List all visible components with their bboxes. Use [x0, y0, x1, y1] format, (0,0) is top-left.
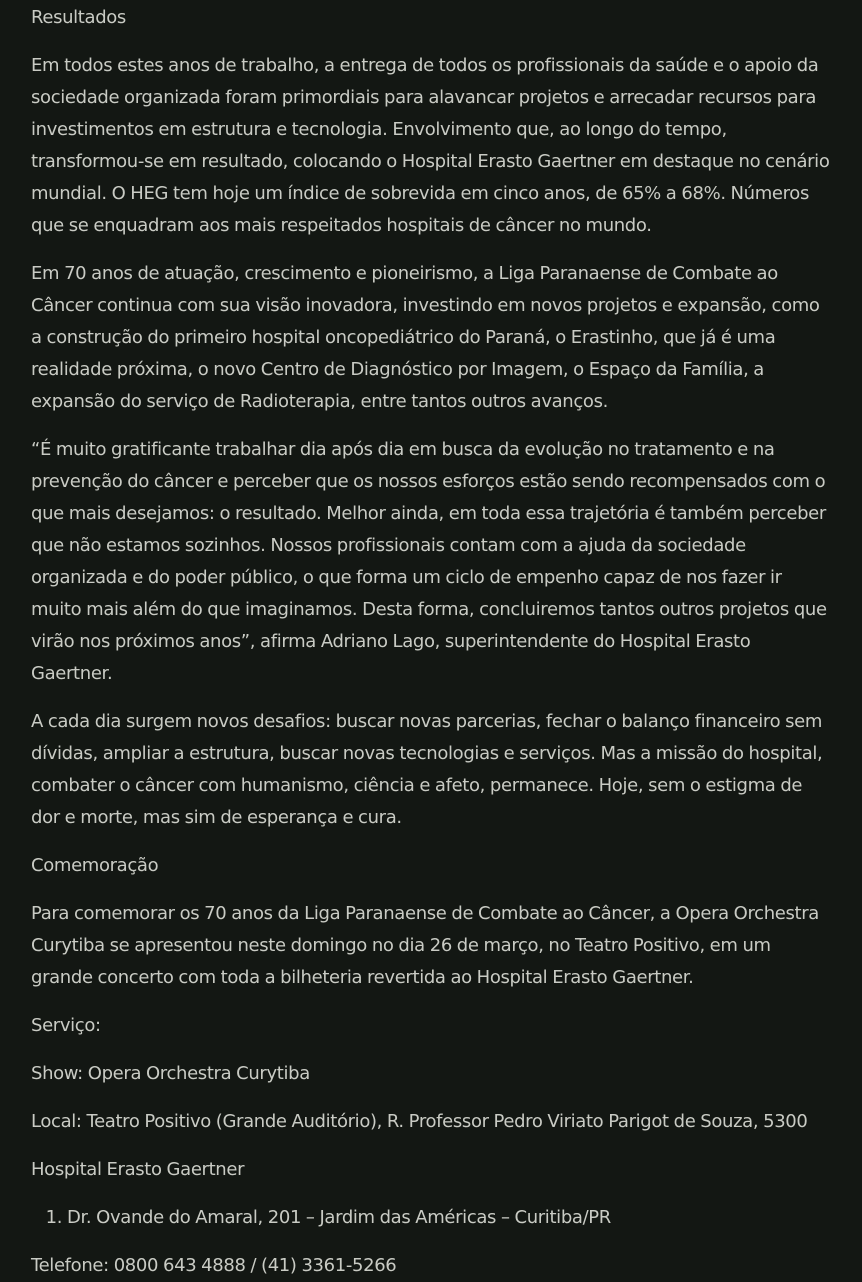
section-heading-results: Resultados: [31, 7, 126, 28]
show-line: Show: Opera Orchestra Curytiba: [31, 1063, 310, 1084]
paragraph-celebration: Para comemorar os 70 anos da Liga Paranaense de Combate ao Câncer, a Opera Orchestra Curytiba se apresentou neste domingo no dia 26 de março, no Teatro Positivo, em um grande concerto com toda a bilheteria revertida ao Hospital Erasto Gaertner.: [31, 903, 819, 988]
section-heading-celebration: Comemoração: [31, 855, 159, 876]
paragraph-results-2: Em 70 anos de atuação, crescimento e pioneirismo, a Liga Paranaense de Combate ao Câncer continua com sua visão inovadora, investindo em novos projetos e expansão, como a construção do primeiro hospital oncopediátrico do Paraná, o Erastinho, que já é uma realidade próxima, o novo Centro de Diagnóstico por Imagem, o Espaço da Família, a expansão do serviço de Radioterapia, entre tantos outros avanços.: [31, 263, 820, 412]
paragraph-challenges: A cada dia surgem novos desafios: buscar novas parcerias, fechar o balanço financeiro sem dívidas, ampliar a estrutura, buscar novas tecnologias e serviços. Mas a missão do hospital, combater o câncer com humanismo, ciência e afeto, permanece. Hoje, sem o estigma de dor e morte, mas sim de esperança e cura.: [31, 711, 823, 828]
article-body: [0, 2, 862, 1282]
service-label: Serviço:: [31, 1015, 101, 1036]
address-item: 1. Dr. Ovande do Amaral, 201 – Jardim das Américas – Curitiba/PR: [67, 1202, 832, 1234]
address-list: [31, 1202, 832, 1234]
hospital-name: Hospital Erasto Gaertner: [31, 1159, 245, 1180]
paragraph-quote: “É muito gratificante trabalhar dia após dia em busca da evolução no tratamento e na prevenção do câncer e perceber que os nossos esforços estão sendo recompensados com o que mais desejamos: o resultado. Melhor ainda, em toda essa trajetória é também perceber que não estamos sozinhos. Nossos profissionais contam com a ajuda da sociedade organizada e do poder público, o que forma um ciclo de empenho capaz de nos fazer ir muito mais além do que imaginamos. Desta forma, concluiremos tantos outros projetos que virão nos próximos anos”, afirma Adriano Lago, superintendente do Hospital Erasto Gaertner.: [31, 439, 827, 684]
phone-line: Telefone: 0800 643 4888 / (41) 3361-5266: [31, 1255, 397, 1276]
venue-line: Local: Teatro Positivo (Grande Auditório), R. Professor Pedro Viriato Parigot de Souza, 5300: [31, 1111, 808, 1132]
paragraph-results-1: Em todos estes anos de trabalho, a entrega de todos os profissionais da saúde e o apoio da sociedade organizada foram primordiais para alavancar projetos e arrecadar recursos para investimentos em estrutura e tecnologia. Envolvimento que, ao longo do tempo, transformou-se em resultado, colocando o Hospital Erasto Gaertner em destaque no cenário mundial. O HEG tem hoje um índice de sobrevida em cinco anos, de 65% a 68%. Números que se enquadram aos mais respeitados hospitais de câncer no mundo.: [31, 55, 830, 236]
